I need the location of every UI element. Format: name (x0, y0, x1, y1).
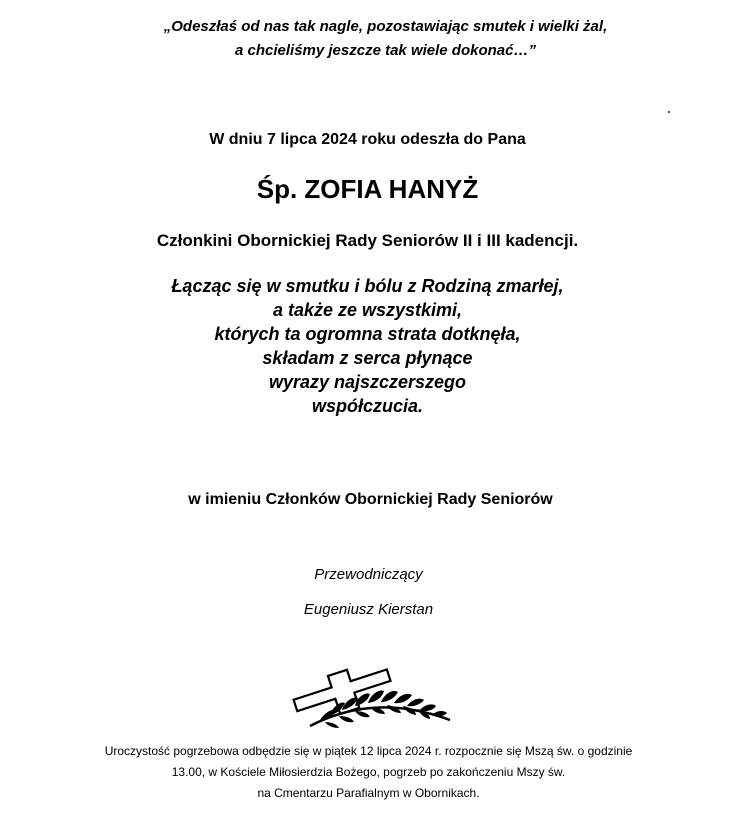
funeral-information (0, 741, 744, 804)
intro-text: W dniu 7 lipca 2024 roku odeszła do Pana (209, 131, 526, 148)
quote-line-2: a chcieliśmy jeszcze tak wiele dokonać…” (235, 42, 536, 59)
condolence-line: Łącząc się w smutku i bólu z Rodziną zmarłej, (171, 276, 564, 296)
membership-text: Członkini Obornickiej Rady Seniorów II i III kadencji. (156, 231, 579, 250)
condolence-line: których ta ogromna strata dotknęła, (214, 324, 521, 344)
opening-quote (10, 15, 751, 63)
condolence-line: składam z serca płynące (262, 348, 473, 368)
condolence-line: współczucia. (311, 396, 424, 416)
signer-role: Przewodniczący (314, 566, 423, 583)
on-behalf-text: w imieniu Członków Obornickiej Rady Seniorów (188, 491, 553, 508)
signer-name: Eugeniusz Kierstan (303, 601, 434, 618)
deceased-name: Śp. ZOFIA HANYŻ (256, 174, 479, 204)
quote-line-1: „Odeszłaś od nas tak nagle, pozostawiając smutek i wielki żal, (163, 18, 608, 35)
cross-with-palm-branch-icon (285, 668, 455, 730)
funeral-line-3: na Cmentarzu Parafialnym w Obornikach. (257, 786, 480, 800)
condolence-message (0, 274, 743, 418)
condolence-line: wyrazy najszczerszego (268, 372, 467, 392)
condolence-line: a także ze wszystkimi, (272, 300, 463, 320)
stray-dot (668, 111, 670, 113)
funeral-line-2: 13.00, w Kościele Miłosierdzia Bożego, pogrzeb po zakończeniu Mszy św. (171, 765, 566, 779)
funeral-line-1: Uroczystość pogrzebowa odbędzie się w piątek 12 lipca 2024 r. rozpocznie się Mszą św. o godzinie (104, 744, 633, 758)
